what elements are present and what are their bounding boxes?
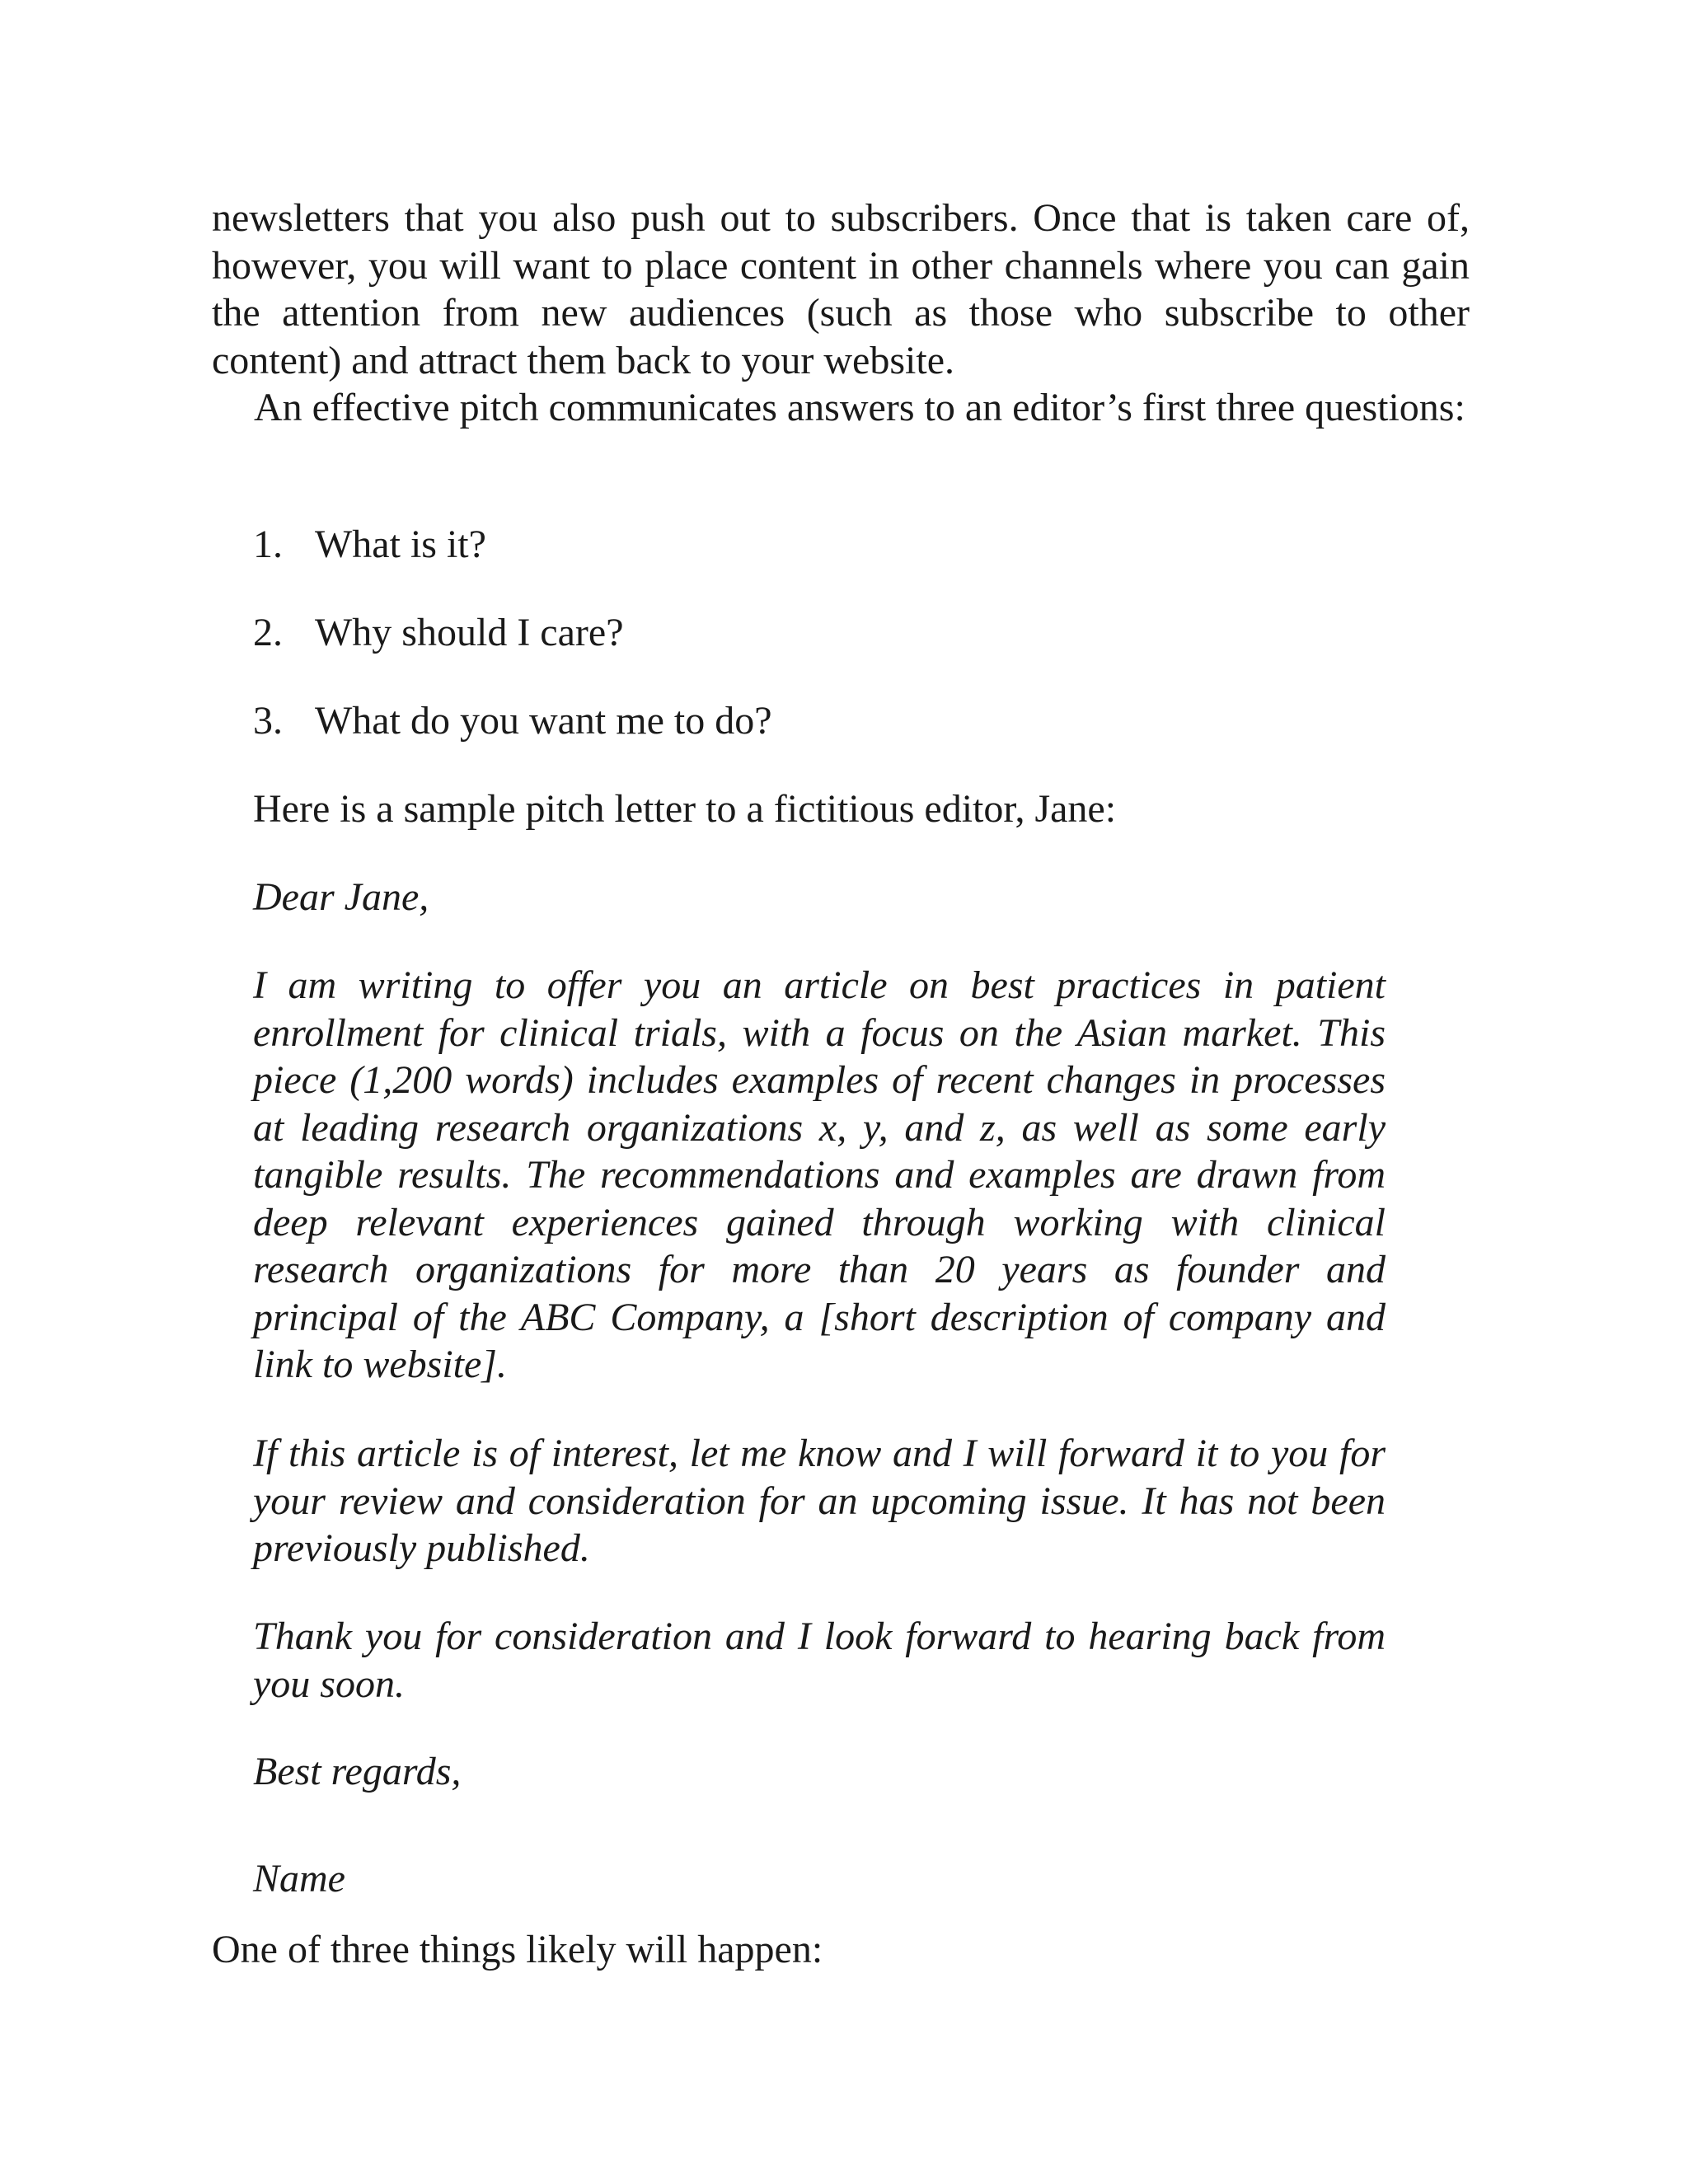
- list-item: [253, 697, 772, 745]
- intro-paragraph: newsletters that you also push out to subscribers. Once that is taken care of, however, you will want to place content in other channels where you can gain the attention from new audiences (such as those who subscribe to other content) and attract them back to your website.: [212, 196, 1470, 382]
- closing-paragraph: One of three things likely will happen:: [212, 1928, 823, 1971]
- list-item-text: Why should I care?: [315, 611, 624, 654]
- list-item-text: What is it?: [315, 523, 486, 566]
- letter-greeting: Dear Jane,: [253, 875, 429, 919]
- letter-body-paragraph-2: If this article is of interest, let me know and I will forward it to you for your review and consideration for an upcoming issue. It has not been previously published.: [253, 1432, 1386, 1570]
- letter-signoff: Best regards,: [253, 1750, 462, 1793]
- letter-body-paragraph-1: I am writing to offer you an article on best practices in patient enrollment for clinical trials, with a focus on the Asian market. This piece (1,200 words) includes examples of recent changes in processes at leading research organizations x, y, and z, as well as some early tangible results. The recommendations and examples are drawn from deep relevant experiences gained through working with clinical research organizations for more than 20 years as founder and principal of the ABC Company, a [short description of company and link to website].: [253, 963, 1386, 1386]
- list-item: [253, 521, 486, 569]
- list-item-text: What do you want me to do?: [315, 699, 772, 743]
- letter-name: Name: [253, 1857, 345, 1900]
- list-item-number: 2.: [253, 611, 283, 654]
- sample-intro: Here is a sample pitch letter to a fictitious editor, Jane:: [253, 787, 1117, 831]
- list-item: [253, 609, 624, 657]
- letter-body-paragraph-3: Thank you for consideration and I look forward to hearing back from you soon.: [253, 1615, 1386, 1706]
- pitch-paragraph: An effective pitch communicates answers to an editor’s first three questions:: [254, 386, 1465, 429]
- list-item-number: 1.: [253, 523, 283, 566]
- list-item-number: 3.: [253, 699, 283, 743]
